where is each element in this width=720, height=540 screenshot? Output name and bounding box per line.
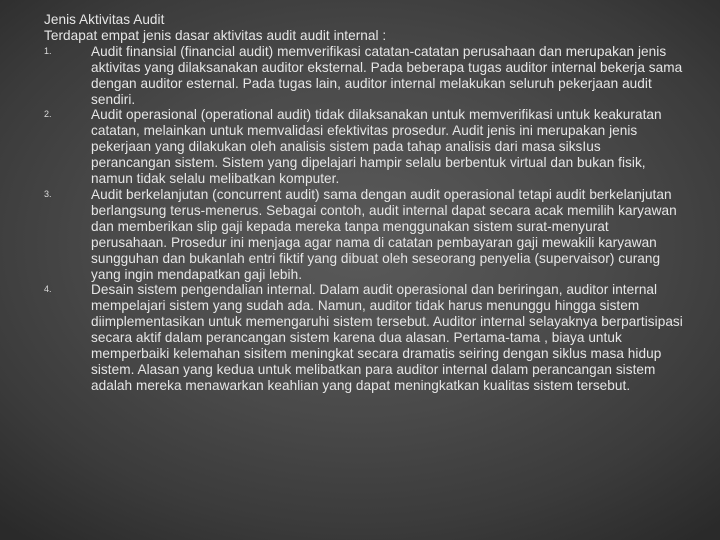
list-number: 4. — [44, 284, 52, 295]
list-item-financial-audit — [44, 44, 684, 108]
slide-title: Jenis Aktivitas Audit — [44, 12, 165, 27]
list-number: 1. — [44, 45, 52, 56]
list-item-internal-control-design — [44, 282, 684, 393]
intro-text: Terdapat empat jenis dasar aktivitas audit audit internal : — [44, 27, 387, 43]
list-number: 3. — [44, 188, 52, 199]
list-item-text: Audit berkelanjutan (concurrent audit) sama dengan audit operasional tetapi audit berkelanjutan berlangsung terus-menerus. Sebagai contoh, audit internal dapat secara acak memilih karyawan dan memberikan slip gaji kepada mereka tanpa menggunakan sistem surat-menyurat perusahaan. Prosedur ini menjaga agar nama di catatan pembayaran gaji mewakili karyawan sungguhan dan bukanlah entri fiktif yang dibuat oleh seseorang penyelia (supervaisor) curang yang ingin mendapatkan gaji lebih. — [91, 186, 677, 282]
list-item-text: Audit finansial (financial audit) memverifikasi catatan-catatan perusahaan dan merupakan jenis aktivitas yang dilaksanakan auditor eksternal. Pada beberapa tugas auditor internal bekerja sama dengan auditor esternal. Pada tugas lain, auditor internal melakukan seluruh pekerjaan audit sendiri. — [91, 43, 683, 107]
list-item-text: Desain sistem pengendalian internal. Dalam audit operasional dan beriringan, auditor internal mempelajari sistem yang sudah ada. Namun, auditor tidak harus menunggu hingga sistem diimplementasikan untuk memengaruhi sistem tersebut. Auditor internal selayaknya berpartisipasi secara aktif dalam perancangan sistem karena dua alasan. Pertama-tama , biaya untuk memperbaiki kelemahan sisitem meningkat secara dramatis seiring dengan siklus masa hidup sistem. Alasan yang kedua untuk melibatkan para auditor internal dalam perancangan sistem adalah mereka menawarkan keahlian yang dapat meningkatkan kualitas sistem tersebut. — [91, 282, 683, 393]
list-item-text: Audit operasional (operational audit) tidak dilaksanakan untuk memverifikasi untuk keakuratan catatan, melainkan untuk memvalidasi efektivitas prosedur. Audit jenis ini merupakan jenis pekerjaan yang dilakukan oleh analisis sistem pada tahap analisis dari masa siksIus perancangan sistem. Sistem yang dipelajari hampir selalu berbentuk virtual dan bukan fisik, namun tidak selalu melibatkan komputer. — [91, 107, 662, 187]
audit-types-list — [44, 44, 684, 394]
list-item-operational-audit — [44, 107, 684, 187]
list-number: 2. — [44, 109, 52, 120]
slide-content — [44, 12, 684, 394]
list-item-concurrent-audit — [44, 187, 684, 282]
